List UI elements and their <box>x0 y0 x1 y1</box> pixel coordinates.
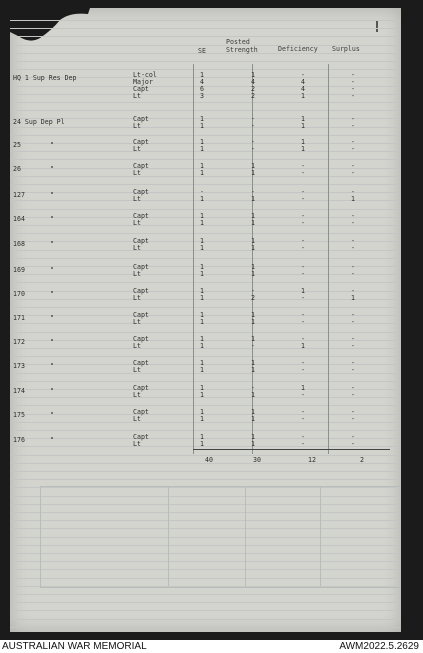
se-value: 1 <box>200 287 204 295</box>
se-value: - <box>200 188 204 196</box>
surplus-value: - <box>351 122 355 130</box>
unit-name: 127 <box>13 191 25 199</box>
se-value: 1 <box>200 440 204 448</box>
ditto-mark: " <box>50 338 54 346</box>
ruled-line <box>10 430 401 431</box>
deficiency-value: - <box>301 335 305 343</box>
col-header-se: SE <box>198 47 206 55</box>
rank-label: Capt <box>133 311 149 319</box>
ruled-line <box>10 315 401 316</box>
ditto-mark: " <box>50 387 54 395</box>
document-page <box>10 8 401 632</box>
surplus-value: - <box>351 391 355 399</box>
deficiency-value: - <box>301 212 305 220</box>
rank-label: Lt <box>133 244 141 252</box>
rank-label: Capt <box>133 85 149 93</box>
se-value: 1 <box>200 311 204 319</box>
surplus-value: - <box>351 366 355 374</box>
institution-credit: AUSTRALIAN WAR MEMORIAL <box>2 641 147 652</box>
rank-label: Capt <box>133 408 149 416</box>
se-value: 1 <box>200 270 204 278</box>
posted-value: - <box>251 384 255 392</box>
ruled-line <box>10 217 401 218</box>
deficiency-value: - <box>301 195 305 203</box>
deficiency-value: - <box>301 415 305 423</box>
rank-label: Capt <box>133 162 149 170</box>
ditto-mark: " <box>50 436 54 444</box>
ruled-line <box>10 332 401 333</box>
column-divider <box>193 64 194 454</box>
deficiency-value: 1 <box>301 115 305 123</box>
ruled-line <box>10 602 401 603</box>
se-value: 1 <box>200 415 204 423</box>
rank-label: Lt-col <box>133 71 157 79</box>
ruled-line <box>10 36 401 37</box>
deficiency-value: - <box>301 294 305 302</box>
ruled-line <box>10 619 401 620</box>
surplus-value: - <box>351 440 355 448</box>
surplus-value: - <box>351 318 355 326</box>
rank-label: Lt <box>133 391 141 399</box>
ruled-line <box>10 86 401 87</box>
unit-name: 174 <box>13 387 25 395</box>
deficiency-value: - <box>301 169 305 177</box>
deficiency-value: - <box>301 188 305 196</box>
deficiency-value: 1 <box>301 342 305 350</box>
deficiency-value: - <box>301 237 305 245</box>
se-value: 1 <box>200 263 204 271</box>
se-value: 1 <box>200 195 204 203</box>
ditto-mark: " <box>50 215 54 223</box>
posted-value: 1 <box>251 311 255 319</box>
rank-label: Capt <box>133 188 149 196</box>
se-value: 1 <box>200 391 204 399</box>
se-value: 1 <box>200 359 204 367</box>
rank-label: Lt <box>133 122 141 130</box>
posted-value: 1 <box>251 212 255 220</box>
ruled-line <box>10 61 401 62</box>
rank-label: Lt <box>133 318 141 326</box>
total-surplus: 2 <box>360 456 364 464</box>
posted-value: 1 <box>251 359 255 367</box>
posted-value: - <box>251 287 255 295</box>
ruled-line <box>10 446 401 447</box>
rank-label: Capt <box>133 138 149 146</box>
rank-label: Capt <box>133 263 149 271</box>
deficiency-value: 1 <box>301 138 305 146</box>
form-divider <box>245 486 246 586</box>
unit-name: 171 <box>13 314 25 322</box>
se-value: 1 <box>200 294 204 302</box>
ditto-mark: " <box>50 191 54 199</box>
se-value: 1 <box>200 342 204 350</box>
archive-footer <box>0 640 423 653</box>
deficiency-value: - <box>301 440 305 448</box>
col-header-deficiency: Deficiency <box>278 45 318 53</box>
ruled-line <box>10 151 401 152</box>
ruled-line <box>10 479 401 480</box>
se-value: 1 <box>200 384 204 392</box>
posted-value: 2 <box>251 294 255 302</box>
ruled-line <box>10 348 401 349</box>
unit-name: HQ 1 Sup Res Dep <box>13 74 77 82</box>
posted-value: 1 <box>251 71 255 79</box>
se-value: 1 <box>200 71 204 79</box>
unit-name: 25 <box>13 141 21 149</box>
ditto-mark: " <box>50 290 54 298</box>
surplus-value: - <box>351 408 355 416</box>
posted-value: - <box>251 122 255 130</box>
rank-label: Capt <box>133 335 149 343</box>
surplus-value: - <box>351 415 355 423</box>
se-value: 1 <box>200 408 204 416</box>
se-value: 1 <box>200 244 204 252</box>
ruled-line <box>10 356 401 357</box>
ruled-line <box>10 610 401 611</box>
posted-value: 1 <box>251 270 255 278</box>
se-value: 1 <box>200 237 204 245</box>
ruled-line <box>10 389 401 390</box>
unit-name: 24 Sup Dep Pl <box>13 118 65 126</box>
se-value: 6 <box>200 85 204 93</box>
posted-value: 1 <box>251 318 255 326</box>
ruled-line <box>10 397 401 398</box>
surplus-value: - <box>351 311 355 319</box>
ruled-line <box>10 438 401 439</box>
posted-value: 1 <box>251 391 255 399</box>
deficiency-value: - <box>301 162 305 170</box>
ruled-line <box>10 364 401 365</box>
ruled-line <box>10 323 401 324</box>
ruled-line <box>10 159 401 160</box>
surplus-value: - <box>351 78 355 86</box>
ruled-line <box>10 225 401 226</box>
rank-label: Lt <box>133 294 141 302</box>
surplus-value: - <box>351 287 355 295</box>
form-divider <box>168 486 169 586</box>
surplus-value: - <box>351 212 355 220</box>
column-divider <box>328 64 329 454</box>
ruled-line <box>10 471 401 472</box>
deficiency-value: 1 <box>301 384 305 392</box>
deficiency-value: - <box>301 270 305 278</box>
deficiency-value: - <box>301 244 305 252</box>
total-posted: 30 <box>253 456 261 464</box>
posted-value: - <box>251 342 255 350</box>
rank-label: Lt <box>133 366 141 374</box>
deficiency-value: 1 <box>301 145 305 153</box>
posted-value: 1 <box>251 219 255 227</box>
col-header-surplus: Surplus <box>332 45 360 53</box>
surplus-value: - <box>351 188 355 196</box>
posted-value: 1 <box>251 169 255 177</box>
posted-value: 1 <box>251 162 255 170</box>
ruled-line <box>10 250 401 251</box>
surplus-value: - <box>351 433 355 441</box>
ruled-line <box>10 28 401 29</box>
rank-label: Capt <box>133 237 149 245</box>
rank-label: Capt <box>133 384 149 392</box>
staple-mark <box>376 20 378 32</box>
deficiency-value: - <box>301 263 305 271</box>
deficiency-value: - <box>301 366 305 374</box>
surplus-value: - <box>351 162 355 170</box>
rank-label: Lt <box>133 440 141 448</box>
surplus-value: - <box>351 237 355 245</box>
rank-label: Capt <box>133 287 149 295</box>
rank-label: Lt <box>133 195 141 203</box>
ruled-line <box>10 405 401 406</box>
se-value: 1 <box>200 212 204 220</box>
ruled-line <box>10 299 401 300</box>
deficiency-value: - <box>301 311 305 319</box>
se-value: 1 <box>200 219 204 227</box>
surplus-value: - <box>351 138 355 146</box>
posted-value: 2 <box>251 85 255 93</box>
rank-label: Lt <box>133 169 141 177</box>
ruled-line <box>10 274 401 275</box>
total-deficiency: 12 <box>308 456 316 464</box>
deficiency-value: 1 <box>301 122 305 130</box>
posted-value: - <box>251 115 255 123</box>
deficiency-value: - <box>301 219 305 227</box>
unit-name: 172 <box>13 338 25 346</box>
se-value: 1 <box>200 115 204 123</box>
se-value: 1 <box>200 162 204 170</box>
rank-label: Capt <box>133 359 149 367</box>
totals-rule <box>193 449 390 450</box>
rank-label: Lt <box>133 219 141 227</box>
posted-value: 1 <box>251 244 255 252</box>
ruled-line <box>10 102 401 103</box>
rank-label: Lt <box>133 145 141 153</box>
form-divider <box>320 486 321 586</box>
rank-label: Lt <box>133 92 141 100</box>
surplus-value: - <box>351 145 355 153</box>
unit-name: 168 <box>13 240 25 248</box>
ruled-line <box>10 258 401 259</box>
unit-name: 170 <box>13 290 25 298</box>
ditto-mark: " <box>50 165 54 173</box>
se-value: 1 <box>200 138 204 146</box>
rank-label: Lt <box>133 415 141 423</box>
rank-label: Lt <box>133 270 141 278</box>
lower-form-table <box>40 486 401 588</box>
ruled-line <box>10 118 401 119</box>
ruled-line <box>10 110 401 111</box>
posted-value: 1 <box>251 408 255 416</box>
se-value: 1 <box>200 122 204 130</box>
ruled-line <box>10 184 401 185</box>
ruled-line <box>10 422 401 423</box>
unit-name: 175 <box>13 411 25 419</box>
se-value: 1 <box>200 145 204 153</box>
ditto-mark: " <box>50 266 54 274</box>
posted-value: 1 <box>251 195 255 203</box>
ruled-line <box>10 241 401 242</box>
accession-number: AWM2022.5.2629 <box>339 641 419 652</box>
se-value: 1 <box>200 335 204 343</box>
rank-label: Major <box>133 78 153 86</box>
ruled-line <box>10 594 401 595</box>
unit-name: 176 <box>13 436 25 444</box>
posted-value: 1 <box>251 433 255 441</box>
unit-name: 26 <box>13 165 21 173</box>
deficiency-value: - <box>301 359 305 367</box>
surplus-value: - <box>351 169 355 177</box>
deficiency-value: 4 <box>301 78 305 86</box>
surplus-value: - <box>351 71 355 79</box>
surplus-value: - <box>351 342 355 350</box>
surplus-value: - <box>351 219 355 227</box>
surplus-value: - <box>351 85 355 93</box>
posted-value: - <box>251 145 255 153</box>
ruled-line <box>10 200 401 201</box>
rank-label: Capt <box>133 115 149 123</box>
ruled-line <box>10 192 401 193</box>
ditto-mark: " <box>50 314 54 322</box>
surplus-value: 1 <box>351 294 355 302</box>
rank-label: Lt <box>133 342 141 350</box>
surplus-value: - <box>351 359 355 367</box>
deficiency-value: - <box>301 408 305 416</box>
ruled-line <box>10 209 401 210</box>
ditto-mark: " <box>50 362 54 370</box>
se-value: 1 <box>200 366 204 374</box>
ruled-line <box>10 176 401 177</box>
deficiency-value: 1 <box>301 92 305 100</box>
posted-value: 1 <box>251 440 255 448</box>
deficiency-value: - <box>301 71 305 79</box>
se-value: 1 <box>200 169 204 177</box>
se-value: 1 <box>200 318 204 326</box>
ditto-mark: " <box>50 141 54 149</box>
posted-value: 1 <box>251 237 255 245</box>
rank-label: Capt <box>133 433 149 441</box>
surplus-value: - <box>351 244 355 252</box>
ruled-line <box>10 143 401 144</box>
ditto-mark: " <box>50 411 54 419</box>
col-header-strength: Strength <box>226 46 258 54</box>
posted-value: - <box>251 138 255 146</box>
posted-value: 1 <box>251 366 255 374</box>
surplus-value: - <box>351 335 355 343</box>
surplus-value: - <box>351 270 355 278</box>
deficiency-value: 4 <box>301 85 305 93</box>
unit-name: 169 <box>13 266 25 274</box>
deficiency-value: - <box>301 318 305 326</box>
ruled-line <box>10 94 401 95</box>
surplus-value: - <box>351 263 355 271</box>
posted-value: 1 <box>251 263 255 271</box>
posted-value: 4 <box>251 78 255 86</box>
deficiency-value: - <box>301 433 305 441</box>
ruled-line <box>10 627 401 628</box>
deficiency-value: 1 <box>301 287 305 295</box>
deficiency-value: - <box>301 391 305 399</box>
surplus-value: 1 <box>351 195 355 203</box>
surplus-value: - <box>351 115 355 123</box>
posted-value: - <box>251 188 255 196</box>
rank-label: Capt <box>133 212 149 220</box>
ruled-line <box>10 414 401 415</box>
ruled-line <box>10 381 401 382</box>
unit-name: 173 <box>13 362 25 370</box>
ruled-line <box>10 282 401 283</box>
posted-value: 2 <box>251 92 255 100</box>
ruled-line <box>10 307 401 308</box>
ditto-mark: " <box>50 240 54 248</box>
ruled-line <box>10 69 401 70</box>
posted-value: 1 <box>251 415 255 423</box>
ruled-line <box>10 135 401 136</box>
unit-name: 164 <box>13 215 25 223</box>
ruled-line <box>10 20 401 21</box>
ruled-line <box>10 373 401 374</box>
ruled-line <box>10 340 401 341</box>
se-value: 1 <box>200 433 204 441</box>
ruled-line <box>10 127 401 128</box>
col-header-posted: Posted <box>226 38 250 46</box>
ruled-line <box>10 266 401 267</box>
se-value: 3 <box>200 92 204 100</box>
ruled-line <box>10 168 401 169</box>
ruled-line <box>10 291 401 292</box>
ruled-line <box>10 233 401 234</box>
posted-value: 1 <box>251 335 255 343</box>
surplus-value: - <box>351 92 355 100</box>
surplus-value: - <box>351 384 355 392</box>
se-value: 4 <box>200 78 204 86</box>
total-se: 40 <box>205 456 213 464</box>
